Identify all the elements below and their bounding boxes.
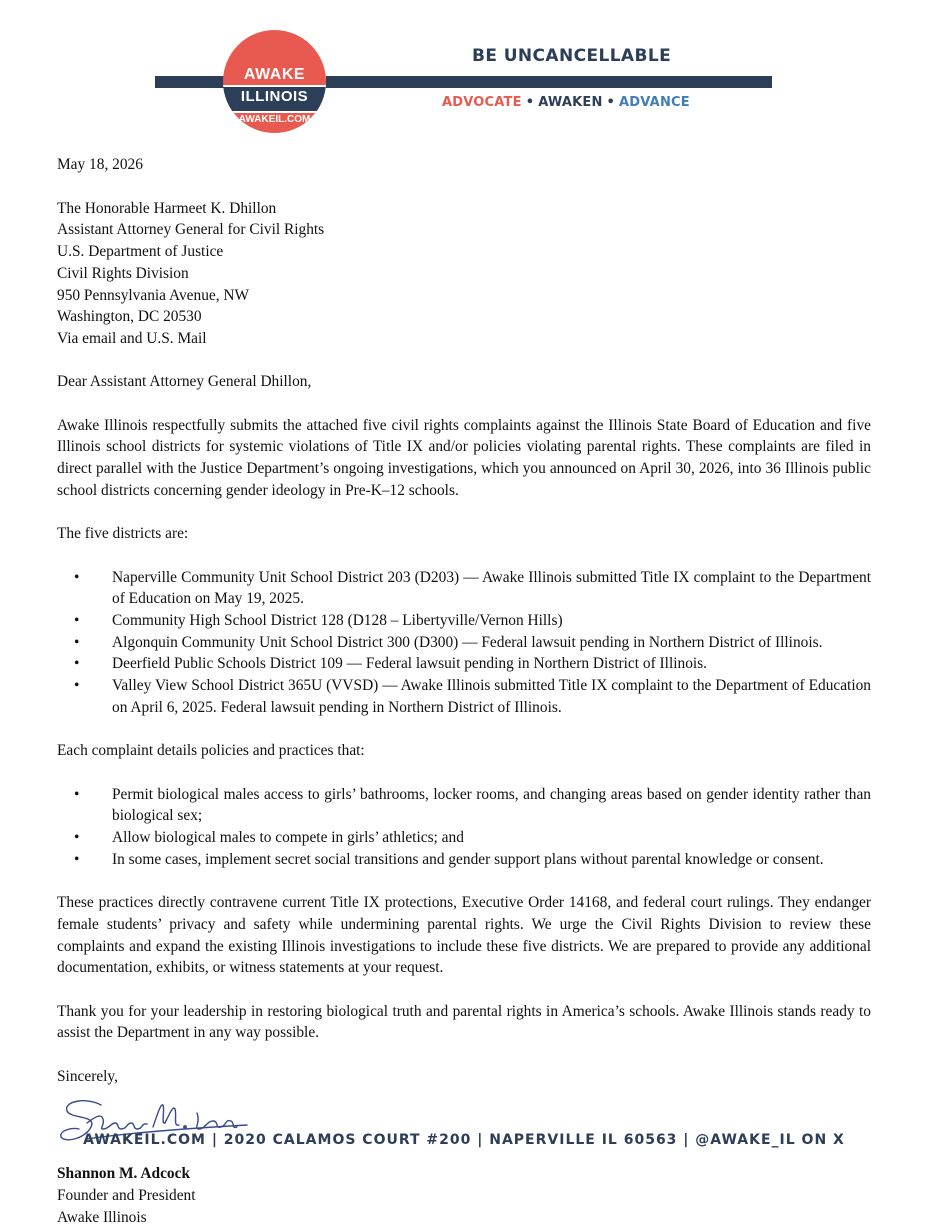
district-text: Valley View School District 365U (VVSD) — Awake Illinois submitted Title IX complaint to the Department of Education on April 6, 2025. Federal lawsuit pending in Northern District of Illinois.: [112, 677, 871, 716]
district-text: Deerfield Public Schools District 109 — Federal lawsuit pending in Northern District of Illinois.: [112, 655, 708, 673]
address-line: Via email and U.S. Mail: [57, 329, 207, 347]
motto: [442, 95, 690, 110]
list-item: [57, 632, 871, 654]
footer-contact: AWAKEIL.COM | 2020 CALAMOS COURT #200 | NAPERVILLE IL 60563 | @AWAKE_IL ON X: [83, 1132, 845, 1148]
letter-body: [57, 154, 871, 1229]
address-line: The Honorable Harmeet K. Dhillon: [57, 199, 277, 217]
district-text: Algonquin Community Unit School District 300 (D300) — Federal lawsuit pending in Northern District of Illinois.: [112, 633, 823, 651]
letterhead: [0, 0, 928, 140]
signer-name: Shannon M. Adcock: [57, 1165, 190, 1183]
list-item: [57, 675, 871, 718]
header-rule-left: [155, 76, 225, 88]
letter-date: May 18, 2026: [57, 156, 143, 173]
districts-list: [57, 567, 871, 719]
practice-text: In some cases, implement secret social transitions and gender support plans without parental knowledge or consent.: [112, 850, 824, 868]
recipient-address: [57, 198, 871, 350]
closing: Sincerely,: [57, 1067, 118, 1085]
signer-title: Founder and President: [57, 1187, 196, 1205]
address-line: Washington, DC 20530: [57, 308, 202, 326]
practice-text: Permit biological males access to girls’ bathrooms, locker rooms, and changing areas based on gender identity rather than biological sex;: [112, 785, 871, 825]
address-line: U.S. Department of Justice: [57, 243, 224, 261]
bullet: •: [74, 829, 80, 846]
signer-organization: Awake Illinois: [57, 1208, 147, 1226]
bullet: •: [74, 850, 80, 868]
motto-advocate: ADVOCATE: [442, 95, 522, 110]
intro-paragraph: Awake Illinois respectfully submits the attached five civil rights complaints against the Illinois State Board of Education and five Illinois school districts for systemic violations of Title IX and/or policies violating parental rights. These complaints are filed in direct parallel with the Justice Department’s ongoing investigations, which you announced on April 30, 2026, into 36 Illinois public school districts concerning gender ideology in Pre-K–12 schools.: [57, 416, 871, 499]
motto-awaken: AWAKEN: [538, 95, 603, 110]
bullet: •: [74, 655, 80, 673]
motto-separator: •: [525, 95, 535, 110]
salutation: Dear Assistant Attorney General Dhillon,: [57, 373, 312, 391]
bullet: •: [74, 633, 80, 651]
list-item: [57, 784, 871, 827]
practices-list: [57, 784, 871, 871]
practices-intro: Each complaint details policies and practices that:: [57, 742, 365, 760]
motto-advance: ADVANCE: [619, 95, 690, 110]
districts-intro: The five districts are:: [57, 525, 189, 543]
bullet: •: [74, 612, 80, 629]
awake-illinois-logo: [223, 30, 326, 133]
body-paragraph: These practices directly contravene current Title IX protections, Executive Order 14168, and federal court rulings. They endanger female students’ privacy and safety while undermining parental rights. We urge the Civil Rights Division to review these complaints and expand the existing Illinois investigations to include these five districts. We are prepared to provide any additional documentation, exhibits, or witness statements at your request.: [57, 894, 871, 977]
list-item: [57, 653, 871, 675]
motto-separator: •: [606, 95, 616, 110]
signature-area: [57, 1087, 871, 1163]
bullet: •: [74, 677, 80, 695]
list-item: [57, 849, 871, 871]
address-line: 950 Pennsylvania Avenue, NW: [57, 286, 250, 304]
list-item: [57, 827, 871, 849]
district-text: Naperville Community Unit School District 203 (D203) — Awake Illinois submitted Title IX complaint to the Department of Education on May 19, 2025.: [112, 568, 871, 608]
logo-line-awake: AWAKE: [243, 66, 306, 83]
bullet: •: [74, 785, 80, 803]
header-rule-right: [326, 76, 772, 88]
address-line: Civil Rights Division: [57, 264, 189, 282]
district-text: Community High School District 128 (D128 – Libertyville/Vernon Hills): [112, 612, 563, 629]
address-line: Assistant Attorney General for Civil Rights: [57, 221, 325, 239]
bullet: •: [74, 568, 80, 586]
logo-line-illinois: ILLINOIS: [240, 88, 309, 105]
list-item: [57, 567, 871, 610]
logo-line-url: AWAKEIL.COM: [238, 114, 311, 125]
list-item: [57, 610, 871, 632]
tagline: BE UNCANCELLABLE: [472, 46, 672, 66]
thanks-paragraph: Thank you for your leadership in restoring biological truth and parental rights in America’s schools. Awake Illinois stands ready to assist the Department in any way possible.: [57, 1002, 871, 1042]
practice-text: Allow biological males to compete in girls’ athletics; and: [112, 829, 464, 846]
